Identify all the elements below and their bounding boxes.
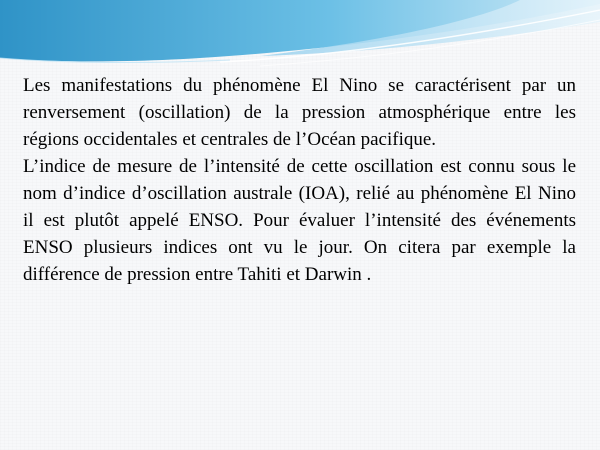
paragraph-1: Les manifestations du phénomène El Nino se caractérisent par un renversement (oscillation) de la pression atmosphérique entre les régions occidentales et centrales de l’Océan pacifique. [23, 75, 576, 150]
header-wave-decoration [0, 0, 600, 70]
slide-body-text [23, 72, 576, 288]
paragraph-2: L’indice de mesure de l’intensité de cette oscillation est connu sous le nom d’indice d’oscillation australe (IOA), relié au phénomène El Nino il est plutôt appelé ENSO. Pour évaluer l’intensité des événements ENSO plusieurs indices ont vu le jour. On citera par exemple la différence de pression entre Tahiti et Darwin . [23, 156, 576, 285]
